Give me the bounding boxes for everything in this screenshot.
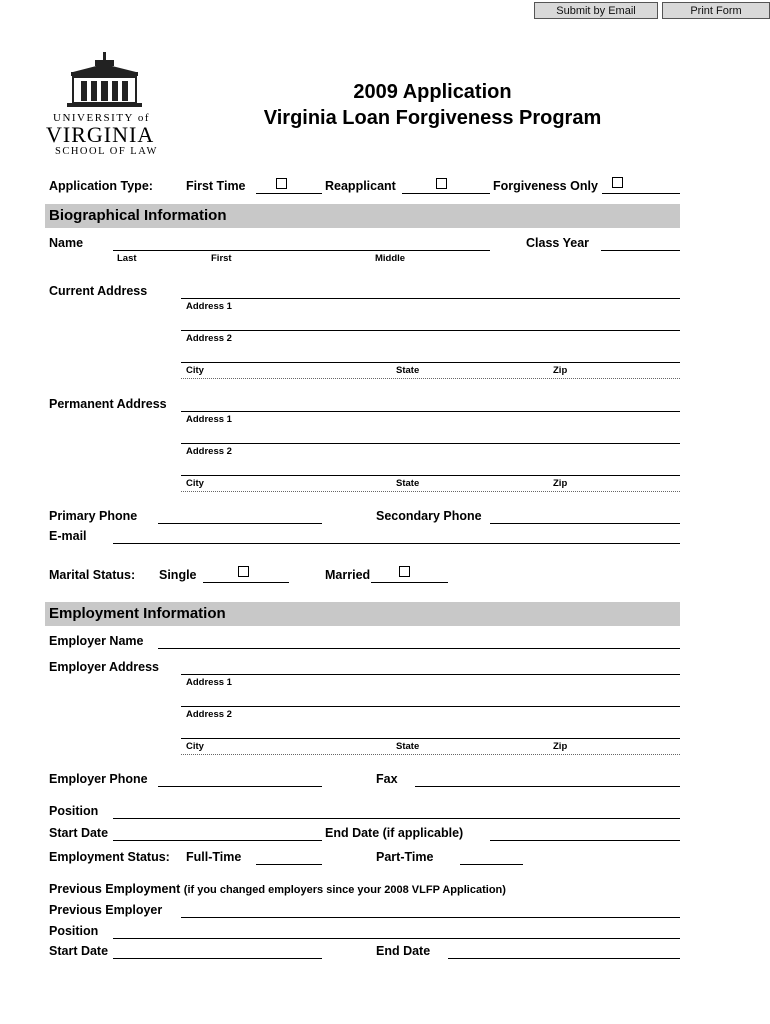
previous-position-label: Position bbox=[49, 924, 99, 938]
secondary-phone-label: Secondary Phone bbox=[376, 509, 482, 523]
single-underline bbox=[203, 582, 289, 583]
position-field[interactable] bbox=[113, 818, 680, 819]
start-date-field[interactable] bbox=[113, 840, 322, 841]
previous-employment-heading bbox=[49, 882, 506, 896]
permanent-address2-caption: Address 2 bbox=[186, 446, 232, 457]
first-name-caption: First bbox=[211, 253, 232, 264]
last-name-caption: Last bbox=[117, 253, 137, 264]
previous-start-date-label: Start Date bbox=[49, 944, 109, 958]
current-address1-field[interactable] bbox=[181, 298, 680, 299]
employer-zip-caption: Zip bbox=[553, 741, 568, 752]
part-time-label: Part-Time bbox=[376, 850, 434, 864]
married-checkbox[interactable] bbox=[399, 566, 410, 577]
permanent-city-state-zip-field[interactable] bbox=[181, 475, 680, 476]
permanent-city-caption: City bbox=[186, 478, 204, 489]
start-date-label: Start Date bbox=[49, 826, 109, 840]
fax-field[interactable] bbox=[415, 786, 680, 787]
previous-employment-note: (if you changed employers since your 2008 VLFP Application) bbox=[183, 884, 506, 896]
class-year-label: Class Year bbox=[526, 236, 590, 250]
logo-line2: VIRGINIA bbox=[46, 122, 155, 147]
rotunda-icon bbox=[45, 50, 170, 108]
employer-phone-label: Employer Phone bbox=[49, 772, 148, 786]
employer-address1-caption: Address 1 bbox=[186, 677, 232, 688]
current-address2-caption: Address 2 bbox=[186, 333, 232, 344]
permanent-address-label: Permanent Address bbox=[49, 397, 167, 411]
permanent-zip-caption: Zip bbox=[553, 478, 568, 489]
employer-address1-field[interactable] bbox=[181, 674, 680, 675]
employer-address-separator bbox=[181, 754, 680, 755]
employment-status-label: Employment Status: bbox=[49, 850, 170, 864]
part-time-field[interactable] bbox=[460, 864, 523, 865]
forgiveness-only-underline bbox=[602, 193, 680, 194]
title-line2: Virginia Loan Forgiveness Program bbox=[263, 107, 602, 129]
current-state-caption: State bbox=[396, 365, 420, 376]
current-address-label: Current Address bbox=[49, 284, 148, 298]
previous-employer-field[interactable] bbox=[181, 917, 680, 918]
first-time-checkbox[interactable] bbox=[276, 178, 287, 189]
primary-phone-field[interactable] bbox=[158, 523, 322, 524]
employment-section-title: Employment Information bbox=[49, 605, 226, 622]
single-label: Single bbox=[159, 568, 197, 582]
uva-law-logo bbox=[45, 50, 170, 160]
employer-address2-caption: Address 2 bbox=[186, 709, 232, 720]
current-zip-caption: Zip bbox=[553, 365, 568, 376]
permanent-address-separator bbox=[181, 491, 680, 492]
permanent-address2-field[interactable] bbox=[181, 443, 680, 444]
employer-state-caption: State bbox=[396, 741, 420, 752]
married-label: Married bbox=[325, 568, 371, 582]
class-year-field[interactable] bbox=[601, 250, 680, 251]
forgiveness-only-label: Forgiveness Only bbox=[493, 179, 598, 193]
first-time-label: First Time bbox=[186, 179, 246, 193]
forgiveness-only-checkbox[interactable] bbox=[612, 177, 623, 188]
end-date-applicable-field[interactable] bbox=[490, 840, 680, 841]
employer-name-field[interactable] bbox=[158, 648, 680, 649]
previous-employment-label: Previous Employment bbox=[49, 882, 181, 896]
previous-start-date-field[interactable] bbox=[113, 958, 322, 959]
permanent-address1-caption: Address 1 bbox=[186, 414, 232, 425]
application-type-label: Application Type: bbox=[49, 179, 153, 193]
biographical-section-header bbox=[45, 204, 680, 228]
logo-line3: SCHOOL OF LAW bbox=[55, 146, 158, 157]
employer-address-label: Employer Address bbox=[49, 660, 159, 674]
logo-line1: UNIVERSITY of bbox=[53, 112, 150, 124]
name-field[interactable] bbox=[113, 250, 490, 251]
permanent-address1-field[interactable] bbox=[181, 411, 680, 412]
fax-label: Fax bbox=[376, 772, 398, 786]
marital-status-label: Marital Status: bbox=[49, 568, 136, 582]
reapplicant-underline bbox=[402, 193, 490, 194]
reapplicant-checkbox[interactable] bbox=[436, 178, 447, 189]
current-address1-caption: Address 1 bbox=[186, 301, 232, 312]
primary-phone-label: Primary Phone bbox=[49, 509, 138, 523]
current-city-caption: City bbox=[186, 365, 204, 376]
first-time-underline bbox=[256, 193, 322, 194]
current-address-separator bbox=[181, 378, 680, 379]
employer-address2-field[interactable] bbox=[181, 706, 680, 707]
employer-city-state-zip-field[interactable] bbox=[181, 738, 680, 739]
secondary-phone-field[interactable] bbox=[490, 523, 680, 524]
previous-employer-label: Previous Employer bbox=[49, 903, 163, 917]
position-label: Position bbox=[49, 804, 99, 818]
name-label: Name bbox=[49, 236, 84, 250]
employer-phone-field[interactable] bbox=[158, 786, 322, 787]
married-underline bbox=[371, 582, 448, 583]
print-form-button[interactable]: Print Form bbox=[662, 2, 770, 19]
single-checkbox[interactable] bbox=[238, 566, 249, 577]
previous-end-date-field[interactable] bbox=[448, 958, 680, 959]
permanent-state-caption: State bbox=[396, 478, 420, 489]
previous-position-field[interactable] bbox=[113, 938, 680, 939]
email-field[interactable] bbox=[113, 543, 680, 544]
current-address2-field[interactable] bbox=[181, 330, 680, 331]
middle-name-caption: Middle bbox=[375, 253, 406, 264]
full-time-field[interactable] bbox=[256, 864, 322, 865]
employer-city-caption: City bbox=[186, 741, 204, 752]
current-city-state-zip-field[interactable] bbox=[181, 362, 680, 363]
employment-section-header bbox=[45, 602, 680, 626]
email-label: E-mail bbox=[49, 529, 87, 543]
title-line1: 2009 Application bbox=[353, 81, 512, 103]
previous-end-date-label: End Date bbox=[376, 944, 431, 958]
submit-by-email-button[interactable]: Submit by Email bbox=[534, 2, 658, 19]
employer-name-label: Employer Name bbox=[49, 634, 144, 648]
full-time-label: Full-Time bbox=[186, 850, 242, 864]
reapplicant-label: Reapplicant bbox=[325, 179, 396, 193]
biographical-section-title: Biographical Information bbox=[49, 207, 227, 224]
end-date-applicable-label: End Date (if applicable) bbox=[325, 826, 464, 840]
